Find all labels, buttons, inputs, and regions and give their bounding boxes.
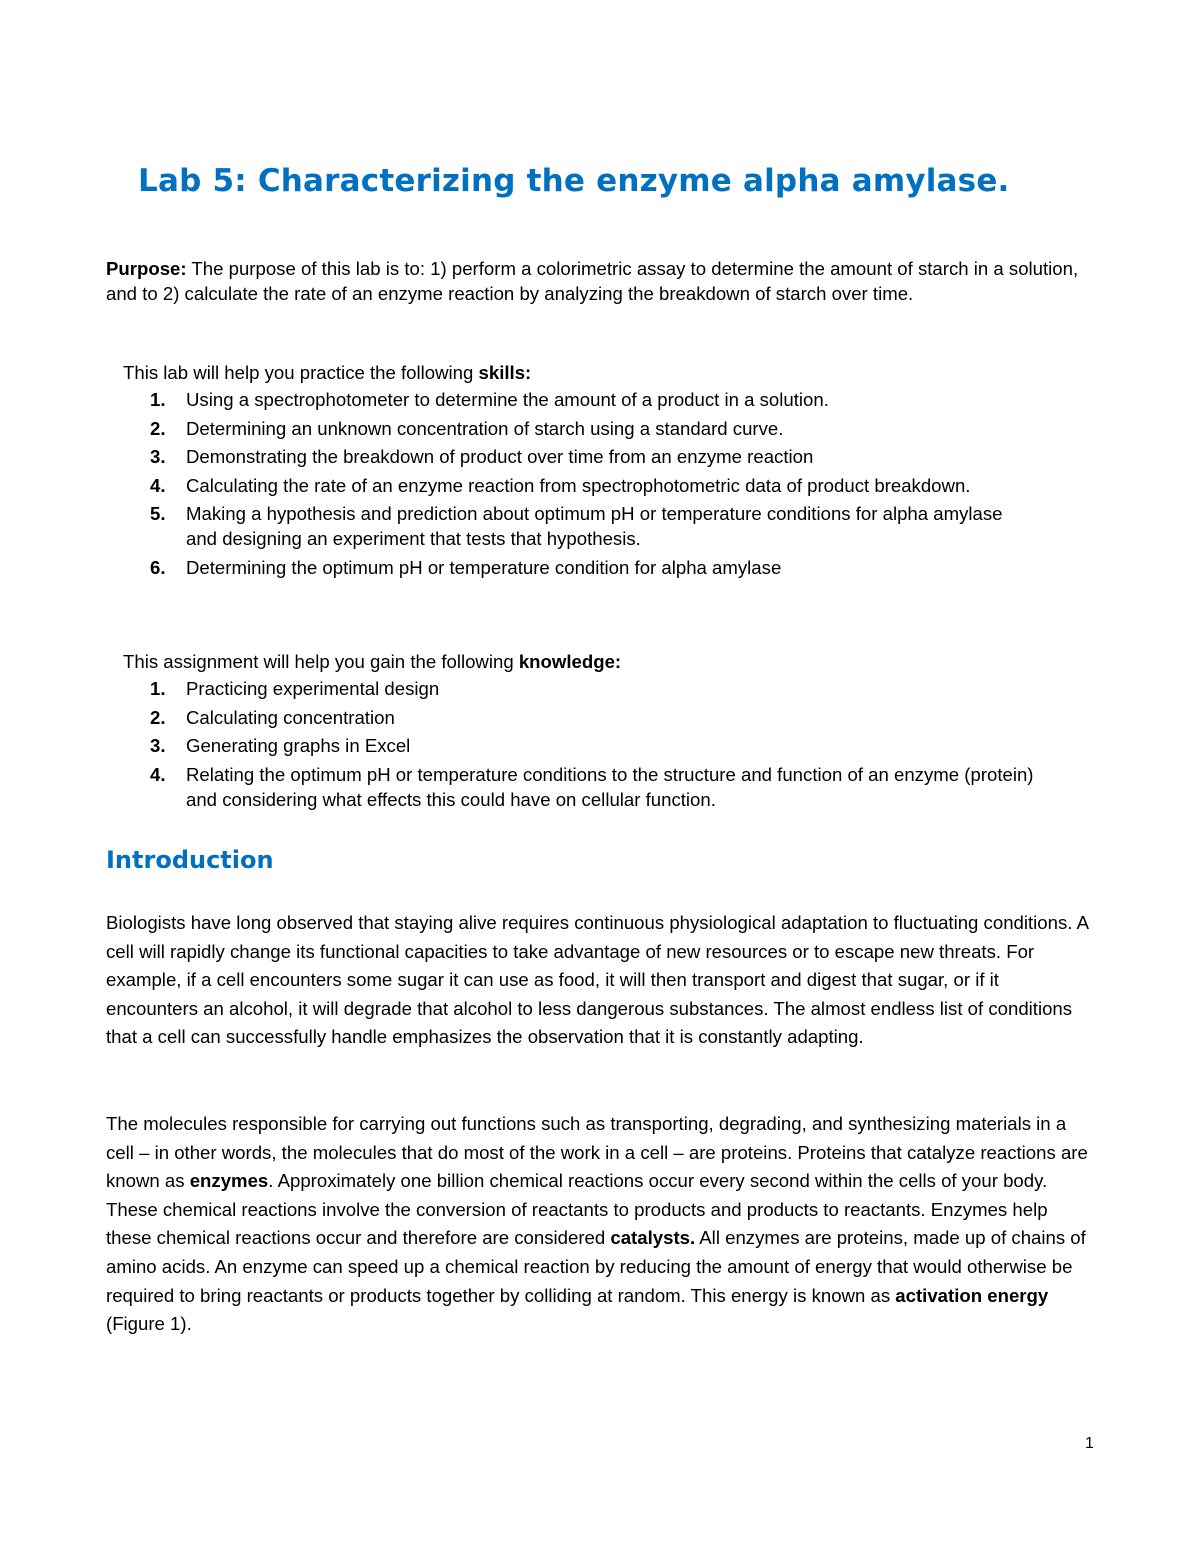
term-enzymes: enzymes bbox=[189, 1170, 269, 1192]
list-number: 3. bbox=[150, 735, 166, 757]
list-text: Making a hypothesis and prediction about optimum pH or temperature conditions for alpha amylase and designing an experiment that tests that hypothesis. bbox=[186, 503, 1003, 550]
introduction-paragraph-2 bbox=[106, 1110, 1096, 1339]
paragraph-text: (Figure 1). bbox=[106, 1313, 192, 1335]
purpose-label: Purpose: bbox=[106, 258, 187, 279]
purpose-paragraph bbox=[106, 256, 1096, 306]
list-number: 1. bbox=[150, 678, 166, 699]
list-number: 5. bbox=[150, 503, 166, 525]
term-catalysts: catalysts. bbox=[610, 1227, 696, 1249]
purpose-text: The purpose of this lab is to: 1) perform a colorimetric assay to determine the amount of starch in a solution, and to 2) calculate the rate of an enzyme reaction by analyzing the breakdown of starch over time. bbox=[106, 258, 1079, 304]
skills-lead-bold: skills: bbox=[478, 362, 532, 383]
list-item bbox=[150, 555, 1050, 580]
list-item bbox=[150, 501, 1026, 551]
paragraph-text: All enzymes are proteins, made up of chains of amino acids. An enzyme can speed up a chemical reaction by reducing the amount of energy that would otherwise be required to bring reactants or products together by colliding at random. This energy is known as bbox=[106, 1227, 1086, 1306]
skills-lead-text: This lab will help you practice the following bbox=[123, 362, 479, 383]
paragraph-text: . Approximately one billion chemical reactions occur every second within the cells of your body. These chemical reactions involve the conversion of reactants to products and products to reactants. Enzymes help these chemical reactions occur and therefore are considered bbox=[106, 1170, 1048, 1249]
knowledge-lead bbox=[123, 649, 621, 674]
list-item bbox=[150, 444, 1050, 469]
paragraph-text: The molecules responsible for carrying out functions such as transporting, degrading, and synthesizing materials in a cell – in other words, the molecules that do most of the work in a cell – are proteins. Proteins that catalyze reactions are known as bbox=[106, 1113, 1088, 1192]
list-number: 4. bbox=[150, 474, 166, 496]
introduction-paragraph-1: Biologists have long observed that staying alive requires continuous physiological adaptation to fluctuating conditions. A cell will rapidly change its functional capacities to take advantage of new resources or to escape new threats. For example, if a cell encounters some sugar it can use as food, it will then transport and digest that sugar, or if it encounters an alcohol, it will degrade that alcohol to less dangerous substances. The almost endless list of conditions that a cell can successfully handle emphasizes the observation that it is constantly adapting. bbox=[106, 912, 1088, 1048]
document-title: Lab 5: Characterizing the enzyme alpha amylase. bbox=[138, 163, 1010, 199]
list-text: Practicing experimental design bbox=[186, 678, 440, 699]
page-number: 1 bbox=[1085, 1435, 1094, 1452]
list-item bbox=[150, 676, 1050, 701]
list-item bbox=[150, 705, 1050, 730]
list-item bbox=[150, 387, 1050, 412]
list-number: 4. bbox=[150, 763, 166, 785]
list-text: Determining an unknown concentration of starch using a standard curve. bbox=[186, 417, 784, 439]
knowledge-lead-bold: knowledge: bbox=[518, 651, 622, 672]
list-item bbox=[150, 733, 1050, 758]
list-number: 3. bbox=[150, 446, 166, 468]
list-number: 2. bbox=[150, 417, 166, 439]
list-text: Demonstrating the breakdown of product over time from an enzyme reaction bbox=[186, 446, 814, 468]
list-text: Relating the optimum pH or temperature conditions to the structure and function of an enzyme (protein) and considering what effects this could have on cellular function. bbox=[186, 763, 1034, 810]
list-text: Calculating concentration bbox=[186, 706, 395, 728]
list-text: Calculating the rate of an enzyme reaction from spectrophotometric data of product breakdown. bbox=[186, 474, 971, 496]
list-text: Generating graphs in Excel bbox=[186, 735, 411, 757]
term-activation-energy: activation energy bbox=[895, 1284, 1049, 1306]
list-item bbox=[150, 762, 1066, 812]
skills-lead bbox=[123, 360, 531, 385]
list-item bbox=[150, 473, 1006, 498]
introduction-heading: Introduction bbox=[106, 846, 274, 874]
knowledge-list bbox=[150, 676, 1050, 815]
list-number: 2. bbox=[150, 706, 166, 728]
list-number: 6. bbox=[150, 556, 166, 578]
skills-list bbox=[150, 387, 1050, 584]
list-number: 1. bbox=[150, 389, 166, 410]
list-item bbox=[150, 416, 1050, 441]
knowledge-lead-text: This assignment will help you gain the following bbox=[123, 651, 519, 672]
list-text: Determining the optimum pH or temperature condition for alpha amylase bbox=[186, 556, 782, 578]
list-text: Using a spectrophotometer to determine the amount of a product in a solution. bbox=[186, 389, 829, 410]
